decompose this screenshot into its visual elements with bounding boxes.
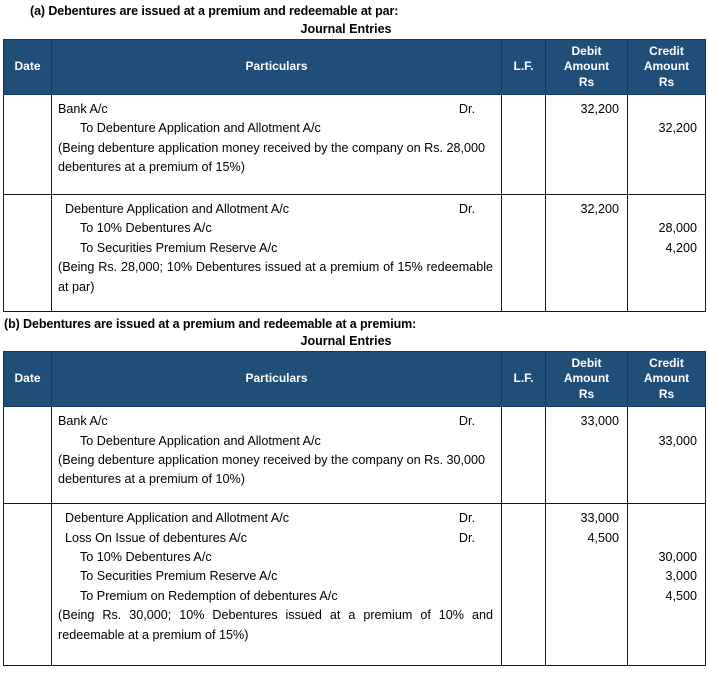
- journal-line: [58, 567, 495, 586]
- credit-label-line1: Credit: [649, 44, 684, 58]
- account-name: To 10% Debentures A/c: [80, 549, 212, 564]
- amount-value: [552, 548, 619, 567]
- account-name: Bank A/c: [58, 414, 108, 429]
- journal-table-b: [3, 351, 706, 666]
- debit-amounts: [546, 407, 627, 457]
- narration: (Being debenture application money received by the company on Rs. 28,000 debentures at a premium of 15%): [58, 140, 486, 175]
- account-name: Loss On Issue of debentures A/c: [65, 530, 248, 545]
- debit-label-line3: Rs: [578, 386, 595, 401]
- amount-value: [634, 200, 697, 219]
- section-a-table-title: Journal Entries: [300, 22, 392, 36]
- table-header-row: [4, 40, 706, 95]
- journal-table-a: [3, 39, 706, 312]
- amount-value: 32,200: [580, 202, 619, 217]
- cell-credit: [628, 504, 706, 666]
- journal-line: [58, 548, 495, 567]
- credit-label-line2: Amount: [643, 59, 690, 74]
- section-a: [0, 0, 708, 312]
- cell-lf: [502, 195, 546, 312]
- dr-tag: Dr.: [458, 102, 475, 117]
- debit-label-line1: Debit: [571, 44, 602, 58]
- column-header-credit: [628, 40, 706, 95]
- journal-line: [58, 239, 495, 258]
- amount-value: 4,200: [665, 240, 697, 255]
- dr-tag: Dr.: [458, 202, 475, 217]
- narration: (Being Rs. 30,000; 10% Debentures issued at a premium of 10% and redeemable at a premium of 15%): [58, 608, 493, 642]
- dr-tag: Dr.: [458, 530, 475, 545]
- section-b-table-title: Journal Entries: [300, 334, 392, 349]
- journal-table-b-header: [4, 352, 706, 407]
- credit-label-line1: Credit: [649, 356, 684, 371]
- account-name: To Premium on Redemption of debentures A/c: [80, 588, 338, 603]
- cell-date: [4, 504, 52, 666]
- particulars-block: [52, 504, 501, 651]
- debit-amounts: [546, 504, 627, 612]
- dr-tag: Dr.: [458, 414, 475, 429]
- account-name: Debenture Application and Allotment A/c: [65, 511, 290, 526]
- debit-label-line2: Amount: [563, 59, 610, 74]
- cell-lf: [502, 407, 546, 504]
- journal-table-a-body: [4, 95, 706, 312]
- cell-credit: [628, 195, 706, 312]
- cell-lf: [502, 95, 546, 195]
- particulars-block: [52, 195, 501, 303]
- cell-lf: [502, 504, 546, 666]
- amount-value: [634, 529, 697, 548]
- debit-amounts: [546, 95, 627, 145]
- dr-tag: Dr.: [458, 511, 475, 526]
- cell-debit: [546, 195, 628, 312]
- cell-date: [4, 195, 52, 312]
- account-name: To Debenture Application and Allotment A/c: [80, 433, 321, 448]
- cell-debit: [546, 95, 628, 195]
- cell-particulars: [52, 504, 502, 666]
- amount-value: 4,500: [587, 530, 619, 545]
- journal-line: [58, 412, 495, 431]
- section-b-heading: (b) Debentures are issued at a premium and redeemable at a premium:: [4, 317, 417, 332]
- credit-amounts: [628, 407, 705, 457]
- journal-line: [58, 119, 495, 138]
- amount-value: 33,000: [580, 511, 619, 526]
- credit-amounts: [628, 95, 705, 145]
- amount-value: [634, 509, 697, 528]
- table-row: [4, 407, 706, 504]
- column-header-particulars: Particulars: [52, 40, 502, 95]
- amount-value: 28,000: [658, 221, 697, 236]
- debit-label-line1: Debit: [571, 356, 602, 371]
- table-row: [4, 195, 706, 312]
- cell-date: [4, 95, 52, 195]
- cell-date: [4, 407, 52, 504]
- account-name: Bank A/c: [58, 102, 108, 117]
- table-row: [4, 504, 706, 666]
- amount-value: 3,000: [665, 569, 697, 584]
- cell-particulars: [52, 407, 502, 504]
- amount-value: [552, 239, 619, 258]
- narration: (Being debenture application money received by the company on Rs. 30,000 debentures at a premium of 10%): [58, 452, 486, 487]
- column-header-date: Date: [4, 40, 52, 95]
- column-header-debit: [546, 352, 628, 407]
- amount-value: [634, 100, 697, 119]
- amount-value: 33,000: [580, 414, 619, 429]
- column-header-lf: L.F.: [502, 40, 546, 95]
- account-name: To Securities Premium Reserve A/c: [80, 240, 278, 255]
- column-header-date: Date: [4, 352, 52, 407]
- column-header-debit: [546, 40, 628, 95]
- section-a-heading: (a) Debentures are issued at a premium and redeemable at par:: [30, 4, 399, 18]
- journal-line: [58, 587, 495, 606]
- amount-value: 33,000: [658, 433, 697, 448]
- amount-value: [552, 567, 619, 586]
- cell-credit: [628, 95, 706, 195]
- journal-line: [58, 100, 495, 119]
- credit-amounts: [628, 504, 705, 612]
- amount-value: [634, 412, 697, 431]
- credit-label-line2: Amount: [643, 371, 690, 386]
- cell-particulars: [52, 195, 502, 312]
- cell-debit: [546, 407, 628, 504]
- account-name: Debenture Application and Allotment A/c: [65, 202, 290, 217]
- cell-credit: [628, 407, 706, 504]
- table-row: [4, 95, 706, 195]
- particulars-block: [52, 95, 501, 184]
- credit-amounts: [628, 195, 705, 264]
- amount-value: 4,500: [665, 588, 697, 603]
- debit-amounts: [546, 195, 627, 264]
- amount-value: [552, 119, 619, 138]
- journal-line: [58, 219, 495, 238]
- cell-particulars: [52, 95, 502, 195]
- column-header-lf: L.F.: [502, 352, 546, 407]
- cell-debit: [546, 504, 628, 666]
- amount-value: [552, 219, 619, 238]
- narration: (Being Rs. 28,000; 10% Debentures issued at a premium of 15% redeemable at par): [58, 260, 493, 294]
- account-name: To Debenture Application and Allotment A/c: [80, 121, 321, 136]
- journal-line: [58, 509, 495, 528]
- column-header-credit: [628, 352, 706, 407]
- journal-line: [58, 529, 495, 548]
- amount-value: [552, 432, 619, 451]
- journal-table-a-header: [4, 40, 706, 95]
- column-header-particulars: Particulars: [52, 352, 502, 407]
- journal-line: [58, 432, 495, 451]
- section-b: [0, 312, 708, 666]
- amount-value: 32,200: [580, 102, 619, 117]
- journal-line: [58, 200, 495, 219]
- credit-label-line3: Rs: [658, 386, 675, 401]
- journal-table-b-body: [4, 407, 706, 666]
- account-name: To Securities Premium Reserve A/c: [80, 569, 278, 584]
- debit-label-line3: Rs: [578, 74, 595, 89]
- account-name: To 10% Debentures A/c: [80, 221, 212, 236]
- amount-value: [552, 587, 619, 606]
- amount-value: 30,000: [658, 549, 697, 564]
- particulars-block: [52, 407, 501, 496]
- debit-label-line2: Amount: [563, 371, 610, 386]
- amount-value: 32,200: [658, 121, 697, 136]
- table-header-row: [4, 352, 706, 407]
- credit-label-line3: Rs: [658, 74, 675, 89]
